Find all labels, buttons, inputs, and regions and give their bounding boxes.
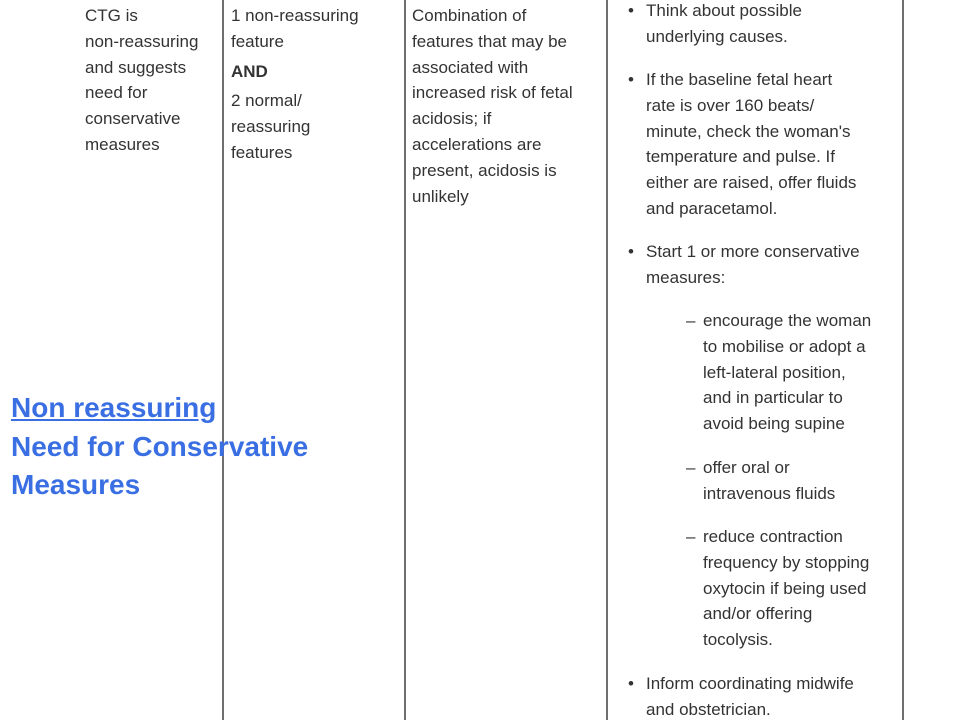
features-line: features — [231, 142, 293, 162]
measure-line: left-lateral position, — [703, 362, 846, 382]
column-divider-1 — [222, 0, 224, 720]
bullet-line: temperature and pulse. If — [646, 147, 836, 167]
category-line: need for — [85, 83, 148, 103]
measure-line: intravenous fluids — [703, 483, 836, 503]
bullet-line: If the baseline fetal heart — [646, 70, 833, 89]
measure-line: offer oral or — [703, 458, 790, 477]
bullet-icon: • — [628, 674, 634, 693]
category-line: measures — [85, 134, 160, 154]
measure-line: tocolysis. — [703, 630, 773, 650]
category-line: and suggests — [85, 57, 187, 77]
bullet-line: Think about possible — [646, 1, 802, 20]
interpretation-line: features that may be — [412, 31, 567, 51]
category-cell — [85, 3, 198, 158]
bullet-line: Inform coordinating midwife — [646, 674, 854, 693]
features-line: 2 normal/ — [231, 91, 302, 111]
interpretation-line: Combination of — [412, 6, 527, 25]
column-divider-3 — [606, 0, 608, 720]
bullet-line: measures: — [646, 267, 726, 287]
bullet-line: Start 1 or more conservative — [646, 242, 860, 261]
bullet-line: rate is over 160 beats/ — [646, 95, 815, 115]
bullet-line: minute, check the woman's — [646, 121, 851, 141]
measure-line: avoid being supine — [703, 414, 845, 434]
measure-line: to mobilise or adopt a — [703, 336, 866, 356]
bullet-icon: • — [628, 1, 634, 20]
measure-line: and/or offering — [703, 604, 813, 624]
category-line: conservative — [85, 109, 181, 129]
overlay-title-line: Measures — [11, 469, 141, 500]
dash-icon: – — [686, 458, 696, 477]
features-cell — [231, 3, 359, 166]
interpretation-cell — [412, 3, 573, 209]
measure-line: reduce contraction — [703, 527, 843, 546]
bullet-line: and paracetamol. — [646, 198, 778, 218]
dash-icon: – — [686, 527, 696, 546]
overlay-title-line: Need for Conservative — [11, 430, 309, 462]
measure-line: and in particular to — [703, 388, 843, 408]
interpretation-line: increased risk of fetal — [412, 83, 573, 103]
category-line: CTG is — [85, 6, 138, 25]
interpretation-line: acidosis; if — [412, 109, 492, 129]
column-divider-2 — [404, 0, 406, 720]
interpretation-line: present, acidosis is — [412, 160, 557, 180]
features-line: reassuring — [231, 117, 311, 137]
features-line: feature — [231, 31, 284, 51]
slide-overlay-title — [11, 389, 308, 505]
bullet-line: and obstetrician. — [646, 699, 771, 719]
measure-line: frequency by stopping — [703, 552, 870, 572]
bullet-line: underlying causes. — [646, 26, 788, 46]
interpretation-line: unlikely — [412, 186, 469, 206]
measure-line: encourage the woman — [703, 311, 872, 330]
features-line: 1 non-reassuring — [231, 6, 359, 25]
interpretation-line: associated with — [412, 57, 529, 77]
column-divider-4 — [902, 0, 904, 720]
measure-line: oxytocin if being used — [703, 578, 867, 598]
bullet-line: either are raised, offer fluids — [646, 173, 857, 193]
and-label: AND — [231, 61, 268, 81]
bullet-icon: • — [628, 242, 634, 261]
overlay-link-non-reassuring[interactable]: Non reassuring — [11, 392, 217, 423]
category-line: non-reassuring — [85, 31, 199, 51]
interpretation-line: accelerations are — [412, 134, 542, 154]
dash-icon: – — [686, 311, 696, 330]
bullet-icon: • — [628, 70, 634, 89]
